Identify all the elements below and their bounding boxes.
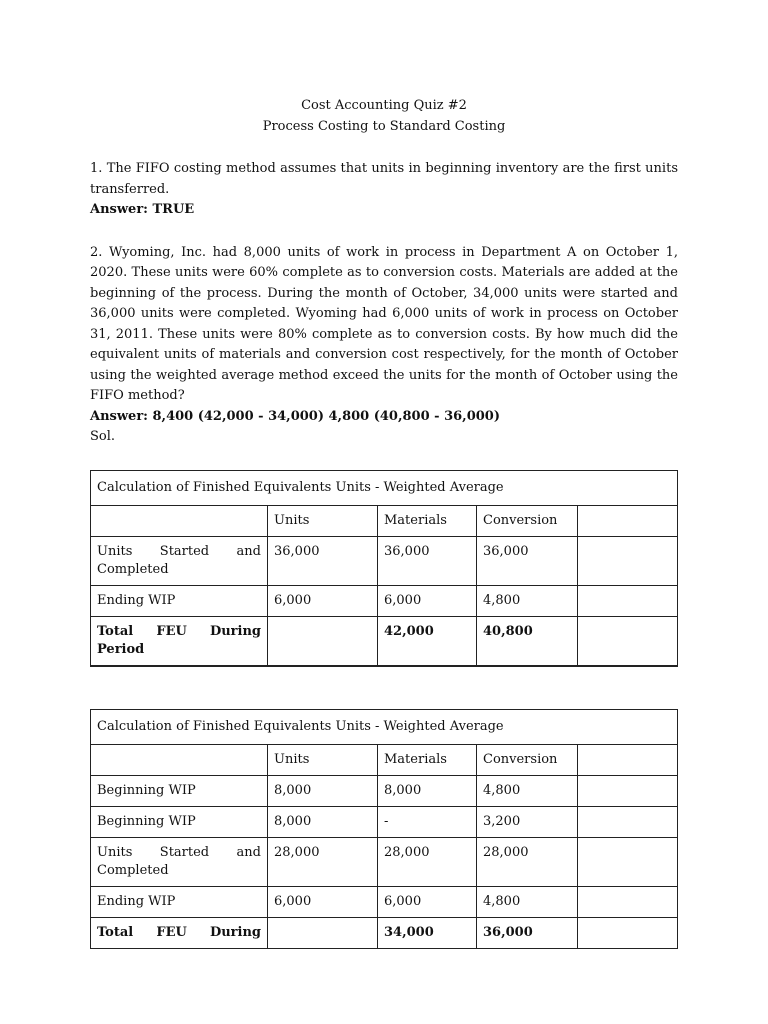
header-cell: Conversion (477, 505, 578, 536)
row-label-word: Started (159, 844, 210, 860)
table-row (91, 886, 678, 917)
total-label-word: During (209, 623, 261, 639)
header-cell: Units (268, 505, 378, 536)
header-cell: Materials (378, 505, 477, 536)
units-cell (268, 616, 378, 666)
question-2-answer: Answer: 8,400 (42,000 - 34,000) 4,800 (40,800 - 36,000) (90, 408, 500, 424)
question-2-text: 2. Wyoming, Inc. had 8,000 units of work in process in Department A on October 1, 2020. These units were 60% complete as to conversion costs. Materials are added at the beginning of the process. During the month of October, 34,000 units were started and 36,000 units were completed. Wyoming had 6,000 units of work in process on October 31, 2011. These units were 80% complete as to conversion costs. By how much did the equivalent units of materials and conversion cost respectively, for the month of October using the weighted average method exceed the units for the month of October using the FIFO method? (90, 244, 678, 403)
table-row (91, 775, 678, 806)
question-2 (90, 243, 678, 448)
table-caption-row (91, 709, 678, 744)
total-label-word: Total (97, 623, 134, 639)
header-cell: Materials (378, 744, 477, 775)
feu-table-1 (90, 470, 678, 667)
row-label-word: Units (97, 543, 133, 559)
conversion-cell: 4,800 (477, 775, 578, 806)
solution-label: Sol. (90, 429, 116, 444)
extra-cell (578, 616, 678, 666)
total-label-word: Total (97, 924, 134, 940)
materials-cell: - (378, 806, 477, 837)
header-cell (578, 744, 678, 775)
total-label-word: FEU (156, 924, 187, 940)
table-total-row (91, 616, 678, 666)
materials-total: 34,000 (378, 917, 477, 948)
table-header-row (91, 744, 678, 775)
conversion-cell: 36,000 (477, 536, 578, 585)
row-label-word: and (236, 844, 261, 860)
total-label (91, 616, 268, 666)
total-label-word: During (209, 924, 261, 940)
document-title: Cost Accounting Quiz #2 (301, 98, 467, 113)
units-cell: 8,000 (268, 775, 378, 806)
materials-cell: 36,000 (378, 536, 477, 585)
materials-cell: 6,000 (378, 585, 477, 616)
table-caption: Calculation of Finished Equivalents Units - Weighted Average (91, 709, 678, 744)
row-label (91, 837, 268, 886)
header-cell (91, 505, 268, 536)
header-cell: Conversion (477, 744, 578, 775)
extra-cell (578, 837, 678, 886)
materials-cell: 8,000 (378, 775, 477, 806)
units-cell (268, 917, 378, 948)
question-1 (90, 159, 678, 221)
header-cell (91, 744, 268, 775)
conversion-total: 40,800 (477, 616, 578, 666)
units-cell: 6,000 (268, 886, 378, 917)
header-cell (578, 505, 678, 536)
table-row (91, 585, 678, 616)
extra-cell (578, 806, 678, 837)
table-row (91, 837, 678, 886)
table-row (91, 806, 678, 837)
extra-cell (578, 585, 678, 616)
units-cell: 28,000 (268, 837, 378, 886)
extra-cell (578, 536, 678, 585)
extra-cell (578, 775, 678, 806)
conversion-cell: 4,800 (477, 886, 578, 917)
row-label: Ending WIP (91, 585, 268, 616)
table-total-row (91, 917, 678, 948)
row-label-word: Completed (97, 561, 169, 577)
row-label-word: Started (159, 543, 210, 559)
table-header-row (91, 505, 678, 536)
table-caption: Calculation of Finished Equivalents Units - Weighted Average (91, 470, 678, 505)
table-row (91, 536, 678, 585)
conversion-cell: 4,800 (477, 585, 578, 616)
conversion-cell: 3,200 (477, 806, 578, 837)
total-label-word: FEU (156, 623, 187, 639)
total-label-word: Period (97, 641, 145, 657)
units-cell: 6,000 (268, 585, 378, 616)
row-label: Beginning WIP (91, 775, 268, 806)
question-1-text: 1. The FIFO costing method assumes that units in beginning inventory are the first units transferred. (90, 161, 678, 197)
row-label-word: Units (97, 844, 133, 860)
feu-table-2 (90, 709, 678, 949)
materials-cell: 28,000 (378, 837, 477, 886)
conversion-total: 36,000 (477, 917, 578, 948)
conversion-cell: 28,000 (477, 837, 578, 886)
header-cell: Units (268, 744, 378, 775)
row-label: Ending WIP (91, 886, 268, 917)
row-label-word: and (236, 543, 261, 559)
total-label (91, 917, 268, 948)
document-subtitle: Process Costing to Standard Costing (262, 119, 506, 134)
extra-cell (578, 886, 678, 917)
materials-cell: 6,000 (378, 886, 477, 917)
row-label (91, 536, 268, 585)
units-cell: 8,000 (268, 806, 378, 837)
row-label: Beginning WIP (91, 806, 268, 837)
materials-total: 42,000 (378, 616, 477, 666)
question-1-answer: Answer: TRUE (90, 202, 195, 217)
units-cell: 36,000 (268, 536, 378, 585)
extra-cell (578, 917, 678, 948)
row-label-word: Completed (97, 862, 169, 878)
table-caption-row (91, 470, 678, 505)
